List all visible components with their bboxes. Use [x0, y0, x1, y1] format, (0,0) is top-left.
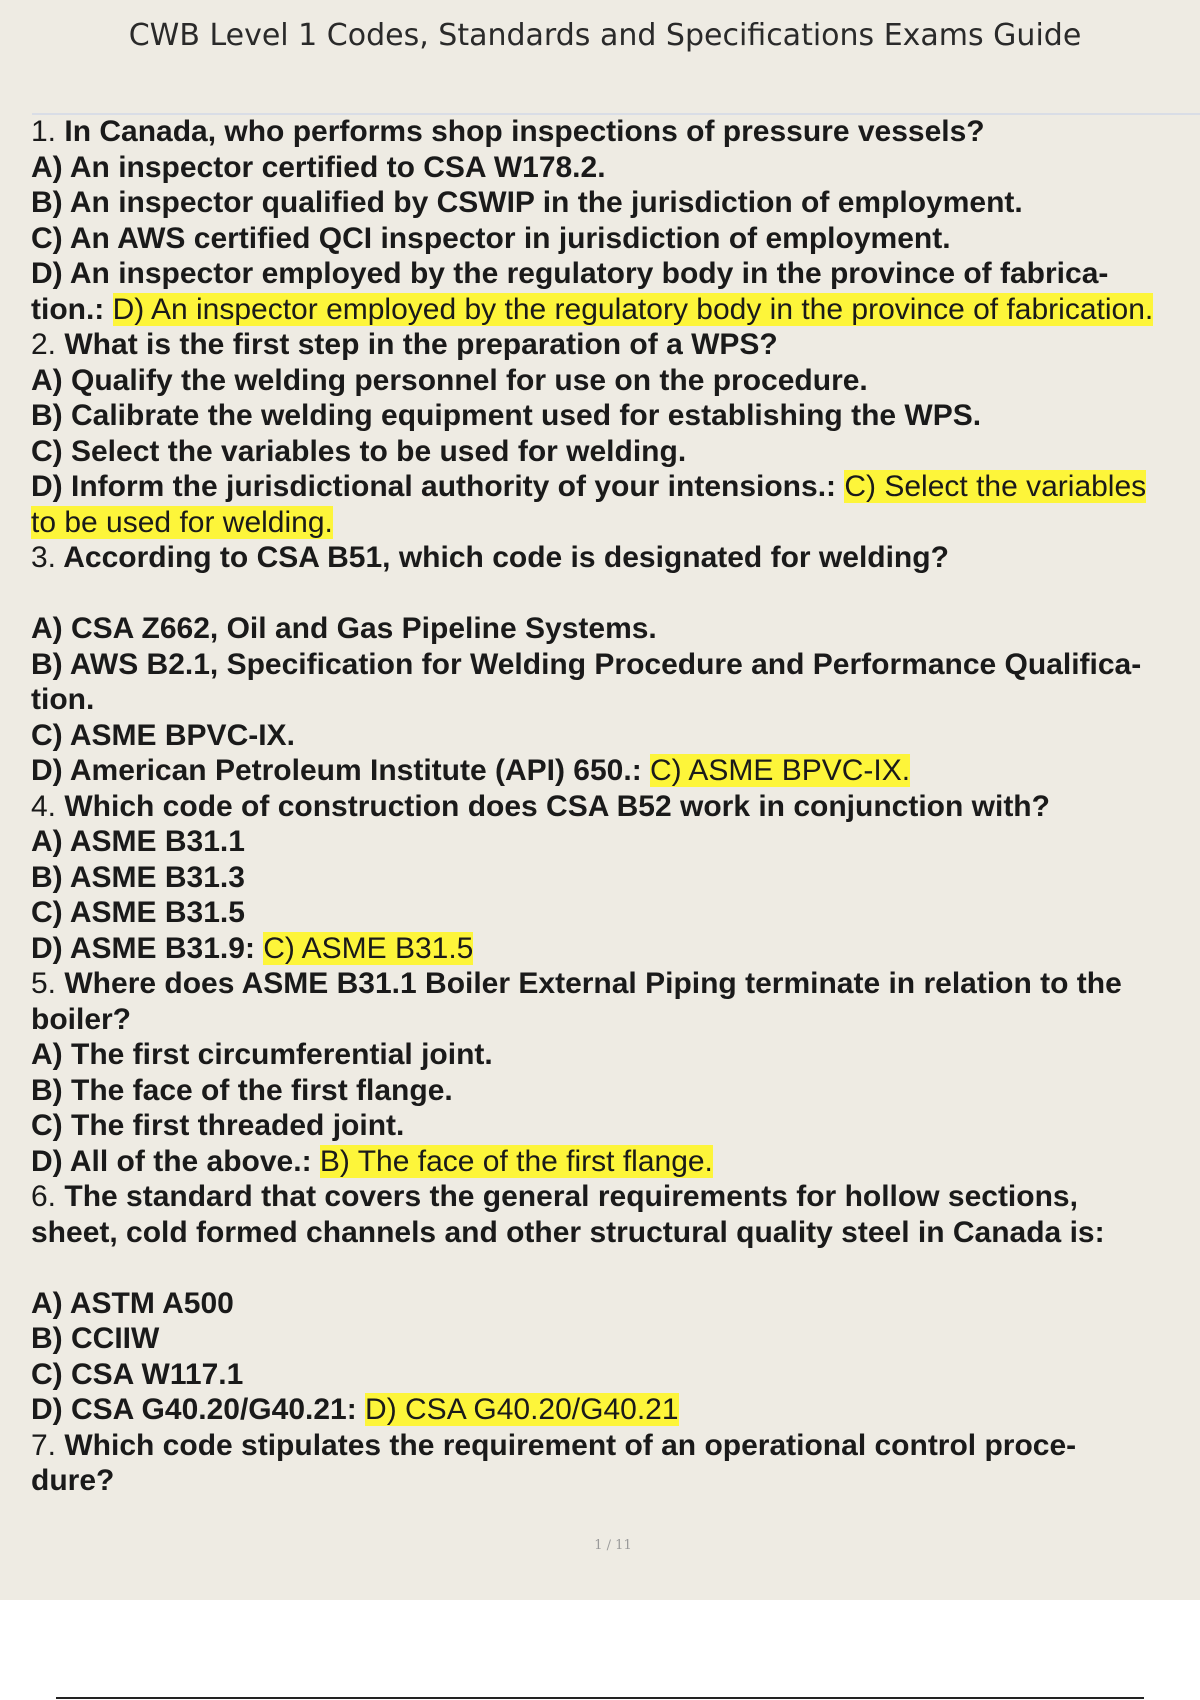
question-text: Which code of construction does CSA B52 work in conjunction with? — [56, 789, 1050, 823]
question-number: 1. — [31, 115, 57, 148]
answer-highlight: C) ASME BPVC-IX. — [650, 754, 911, 787]
answer-highlight: C) ASME B31.5 — [263, 931, 474, 965]
option: A) ASME B31.1 — [31, 825, 245, 858]
question-number: 2. — [31, 328, 57, 361]
answer-highlight: B) The face of the first flange. — [319, 1144, 713, 1178]
question-1 — [31, 114, 1200, 150]
bottom-divider — [56, 1697, 1144, 1699]
question-text: Which code stipulates the requirement of an operational control proce- — [56, 1428, 1077, 1462]
option: C) An AWS certified QCI inspector in jurisdiction of employment. — [31, 221, 951, 255]
option: A) The first circumferential joint. — [31, 1038, 493, 1071]
answer-line — [31, 469, 1200, 505]
option: B) An inspector qualified by CSWIP in the jurisdiction of employment. — [31, 186, 1023, 219]
page-header-title: CWB Level 1 Codes, Standards and Specifications Exams Guide — [128, 18, 1082, 53]
question-number: 6. — [31, 1180, 57, 1213]
option: B) CCIIW — [31, 1322, 160, 1355]
option: A) ASTM A500 — [31, 1286, 234, 1320]
question-number: 4. — [31, 789, 57, 823]
question-3 — [31, 540, 1200, 576]
answer-line — [31, 753, 1200, 789]
page-number: 1 / 11 — [594, 1538, 632, 1553]
answer-prefix: D) Inform the jurisdictional authority of your intensions.: — [31, 470, 845, 503]
question-number: 3. — [31, 541, 57, 574]
answer-line — [31, 1392, 1200, 1428]
option: B) The face of the first flange. — [31, 1073, 453, 1107]
option: C) Select the variables to be used for welding. — [31, 434, 687, 468]
answer-highlight: C) Select the variables — [844, 470, 1147, 503]
answer-highlight: D) CSA G40.20/G40.21 — [365, 1393, 679, 1426]
question-6 — [31, 1179, 1200, 1215]
answer-line — [31, 292, 1200, 328]
option: tion. — [31, 683, 95, 716]
option: A) An inspector certified to CSA W178.2. — [31, 150, 606, 184]
option: B) AWS B2.1, Specification for Welding Procedure and Performance Qualifica- — [31, 647, 1142, 681]
answer-prefix: D) American Petroleum Institute (API) 650.: — [31, 754, 651, 787]
answer-prefix: tion.: — [31, 292, 113, 326]
answer-prefix: D) All of the above.: — [31, 1144, 320, 1178]
answer-highlight: D) An inspector employed by the regulatory body in the province of fabrication. — [112, 292, 1154, 326]
spacer — [31, 576, 1200, 612]
question-number: 5. — [31, 967, 57, 1000]
option: C) CSA W117.1 — [31, 1357, 244, 1391]
answer-highlight: to be used for welding. — [31, 505, 333, 539]
answer-line — [31, 931, 1200, 967]
question-text: The standard that covers the general requirements for hollow sections, — [56, 1180, 1078, 1213]
question-4 — [31, 789, 1200, 825]
option: A) Qualify the welding personnel for use on the procedure. — [31, 363, 868, 397]
spacer — [31, 1250, 1200, 1286]
question-text: Where does ASME B31.1 Boiler External Piping terminate in relation to the — [56, 967, 1122, 1000]
answer-prefix: D) ASME B31.9: — [31, 931, 264, 965]
question-5 — [31, 966, 1200, 1002]
question-7 — [31, 1428, 1200, 1464]
answer-prefix: D) CSA G40.20/G40.21: — [31, 1393, 366, 1426]
option: B) Calibrate the welding equipment used for establishing the WPS. — [31, 399, 982, 432]
question-list — [31, 114, 1200, 1499]
option: B) ASME B31.3 — [31, 860, 245, 894]
option: D) An inspector employed by the regulatory body in the province of fabrica- — [31, 257, 1109, 290]
question-number: 7. — [31, 1428, 57, 1462]
question-text-continued: sheet, cold formed channels and other structural quality steel in Canada is: — [31, 1215, 1105, 1249]
option: C) ASME BPVC-IX. — [31, 718, 295, 752]
option: C) ASME B31.5 — [31, 896, 245, 929]
answer-line — [31, 1144, 1200, 1180]
option: C) The first threaded joint. — [31, 1109, 405, 1142]
question-text: What is the first step in the preparation of a WPS? — [56, 328, 778, 361]
question-text: According to CSA B51, which code is designated for welding? — [56, 541, 949, 574]
option: A) CSA Z662, Oil and Gas Pipeline Systems. — [31, 612, 657, 645]
question-2 — [31, 327, 1200, 363]
question-text: In Canada, who performs shop inspections of pressure vessels? — [56, 115, 985, 148]
answer-line-continued — [31, 505, 1200, 541]
question-text-continued: dure? — [31, 1464, 115, 1497]
question-text-continued: boiler? — [31, 1002, 132, 1036]
